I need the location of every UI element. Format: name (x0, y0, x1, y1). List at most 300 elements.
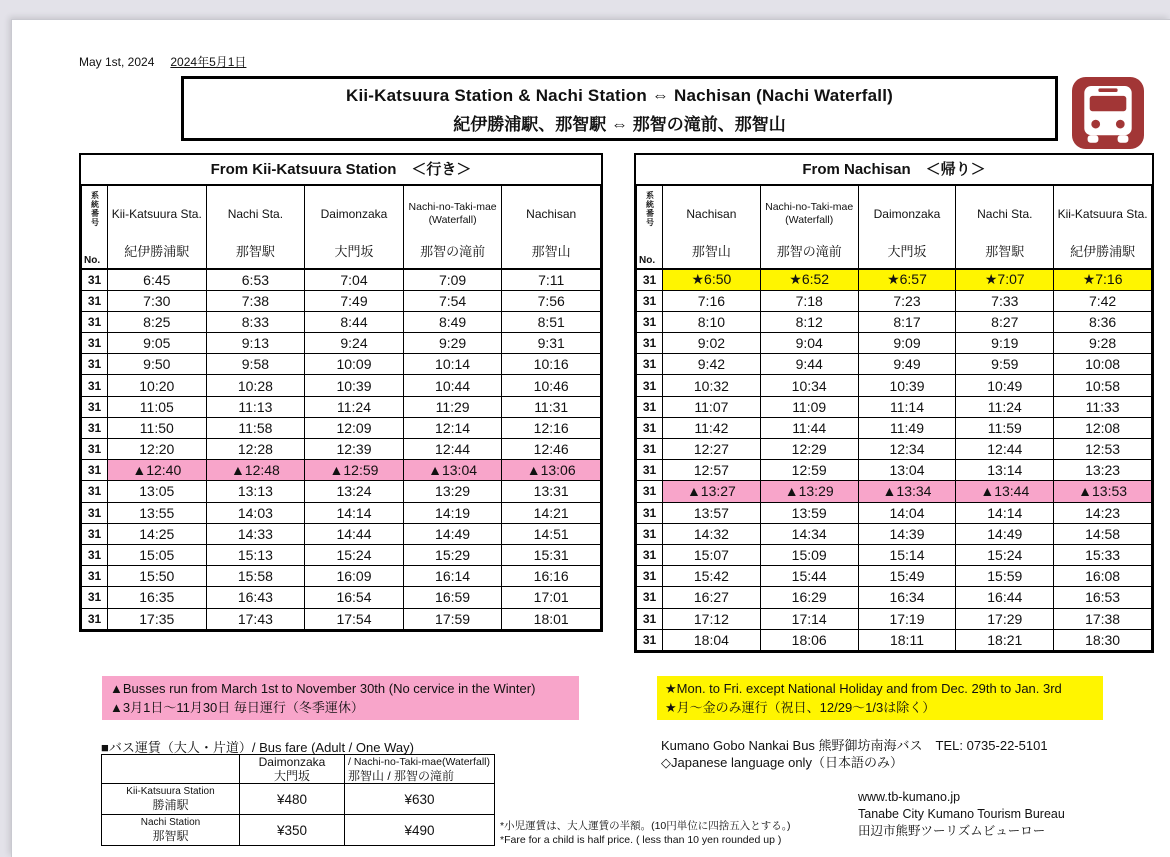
fare-table (101, 754, 495, 846)
time-cell: 8:49 (403, 311, 502, 332)
stop-header-nachisan: Nachisan 那智山 (502, 186, 601, 270)
route-number-cell: 31 (637, 269, 663, 290)
route-number-cell: 31 (82, 417, 108, 438)
time-cell: ▲13:27 (663, 481, 761, 502)
route-number-cell: 31 (82, 523, 108, 544)
time-cell: 9:05 (108, 333, 207, 354)
time-cell: 14:14 (956, 502, 1054, 523)
route-number-cell: 31 (637, 375, 663, 396)
time-cell: ★6:50 (663, 269, 761, 290)
route-number-cell: 31 (82, 354, 108, 375)
fare-value: ¥480 (240, 784, 345, 815)
time-cell: 17:01 (502, 587, 601, 608)
time-cell: 15:59 (956, 566, 1054, 587)
time-cell: 15:09 (760, 544, 858, 565)
timetable-row (82, 269, 601, 290)
time-cell: 16:08 (1054, 566, 1152, 587)
time-cell: 13:24 (305, 481, 404, 502)
time-cell: 8:33 (206, 311, 305, 332)
time-cell: ▲13:06 (502, 460, 601, 481)
time-cell: 13:13 (206, 481, 305, 502)
time-cell: 7:09 (403, 269, 502, 290)
time-cell: 17:12 (663, 608, 761, 629)
route-number-cell: 31 (637, 587, 663, 608)
route-number-cell: 31 (82, 481, 108, 502)
time-cell: 7:16 (663, 290, 761, 311)
time-cell: 12:16 (502, 417, 601, 438)
bureau-name-japanese: 田辺市熊野ツーリズムビューロー (858, 824, 1046, 838)
time-cell: ▲13:34 (858, 481, 956, 502)
bus-icon (1072, 77, 1144, 149)
time-cell: 7:54 (403, 290, 502, 311)
time-cell: 8:25 (108, 311, 207, 332)
time-cell: 13:04 (858, 460, 956, 481)
time-cell: 9:13 (206, 333, 305, 354)
timetable-row (82, 587, 601, 608)
website-url: www.tb-kumano.jp (858, 790, 961, 804)
time-cell: 14:25 (108, 523, 207, 544)
route-number-cell: 31 (637, 354, 663, 375)
time-cell: 16:44 (956, 587, 1054, 608)
route-number-cell: 31 (82, 375, 108, 396)
timetable-row (82, 417, 601, 438)
stop-header-nachi-sta: Nachi Sta. 那智駅 (206, 186, 305, 270)
fare-row-kii-katsuura (102, 784, 495, 815)
time-cell: 15:49 (858, 566, 956, 587)
time-cell: 14:34 (760, 523, 858, 544)
time-cell: 10:16 (502, 354, 601, 375)
fare-value: ¥350 (240, 815, 345, 846)
time-cell: 10:39 (858, 375, 956, 396)
fare-header-row (102, 755, 495, 784)
route-number-cell: 31 (82, 460, 108, 481)
time-cell: 18:04 (663, 629, 761, 650)
time-cell: 6:45 (108, 269, 207, 290)
fare-row-nachi-station (102, 815, 495, 846)
time-cell: 17:43 (206, 608, 305, 629)
time-cell: 9:49 (858, 354, 956, 375)
time-cell: 15:44 (760, 566, 858, 587)
time-cell: 9:31 (502, 333, 601, 354)
timetable-row (637, 311, 1152, 332)
time-cell: 7:11 (502, 269, 601, 290)
time-cell: 11:29 (403, 396, 502, 417)
operator-and-phone: Kumano Gobo Nankai Bus 熊野御坊南海バス TEL: 0735-22-5101 (661, 738, 1048, 753)
stop-header-daimonzaka: Daimonzaka 大門坂 (305, 186, 404, 270)
time-cell: 15:33 (1054, 544, 1152, 565)
timetable-row (637, 354, 1152, 375)
time-cell: 11:05 (108, 396, 207, 417)
time-cell: 10:49 (956, 375, 1054, 396)
timetable-row (637, 523, 1152, 544)
timetable-row (82, 608, 601, 629)
time-cell: 8:51 (502, 311, 601, 332)
time-cell: 18:30 (1054, 629, 1152, 650)
page-title-japanese: 紀伊勝浦駅、那智駅 ⇔ 那智の滝前、那智山 (453, 115, 786, 134)
route-number-cell: 31 (637, 608, 663, 629)
stop-header-nachisan: Nachisan 那智山 (663, 186, 761, 270)
route-number-header (637, 186, 663, 270)
bureau-name-english: Tanabe City Kumano Tourism Bureau (858, 807, 1065, 821)
timetable-row (82, 502, 601, 523)
time-cell: 15:42 (663, 566, 761, 587)
stop-header-kii-katsuura: Kii-Katsuura Sta. 紀伊勝浦駅 (108, 186, 207, 270)
language-note: ◇Japanese language only（日本語のみ） (661, 755, 903, 770)
time-cell: 15:31 (502, 544, 601, 565)
timetable-row (82, 311, 601, 332)
route-number-cell: 31 (82, 333, 108, 354)
date-japanese: 2024年5月1日 (170, 55, 247, 69)
time-cell: 17:35 (108, 608, 207, 629)
timetable-row (637, 439, 1152, 460)
time-cell: 15:24 (305, 544, 404, 565)
outbound-table-title: From Kii-Katsuura Station ＜行き＞ (81, 155, 601, 185)
timetable-row (82, 354, 601, 375)
time-cell: 11:07 (663, 396, 761, 417)
time-cell: 12:46 (502, 439, 601, 460)
fare-table-wrap (101, 754, 495, 846)
time-cell: 13:57 (663, 502, 761, 523)
fare-row-label: Kii-Katsuura Station 勝浦駅 (102, 784, 240, 815)
time-cell: ★6:57 (858, 269, 956, 290)
seasonal-note-japanese: ▲3月1日～11月30日 毎日運行（冬季運休） (110, 700, 364, 715)
child-fare-note (500, 819, 791, 847)
time-cell: 14:58 (1054, 523, 1152, 544)
child-fare-note-english: *Fare for a child is half price. ( less than 10 yen rounded up ) (500, 834, 782, 846)
time-cell: 8:36 (1054, 311, 1152, 332)
timetable-row (637, 544, 1152, 565)
fare-section-title: ■バス運賃（大人・片道）/ Bus fare (Adult / One Way) (101, 740, 414, 755)
time-cell: 16:35 (108, 587, 207, 608)
time-cell: ▲13:29 (760, 481, 858, 502)
time-cell: 14:51 (502, 523, 601, 544)
time-cell: 8:44 (305, 311, 404, 332)
timetable-row (637, 396, 1152, 417)
time-cell: 12:44 (403, 439, 502, 460)
time-cell: 16:14 (403, 566, 502, 587)
time-cell: 9:24 (305, 333, 404, 354)
weekday-note-english: ★Mon. to Fri. except National Holiday and from Dec. 29th to Jan. 3rd (665, 681, 1062, 696)
route-number-cell: 31 (637, 417, 663, 438)
time-cell: ★7:16 (1054, 269, 1152, 290)
time-cell: ▲12:40 (108, 460, 207, 481)
tourism-bureau-block (858, 789, 1065, 840)
time-cell: 7:30 (108, 290, 207, 311)
time-cell: 14:21 (502, 502, 601, 523)
timetable-row (637, 375, 1152, 396)
time-cell: 16:27 (663, 587, 761, 608)
timetable-row (637, 481, 1152, 502)
time-cell: 10:09 (305, 354, 404, 375)
timetable-row (637, 417, 1152, 438)
time-cell: ★6:52 (760, 269, 858, 290)
time-cell: 17:59 (403, 608, 502, 629)
time-cell: 13:59 (760, 502, 858, 523)
time-cell: 18:06 (760, 629, 858, 650)
route-number-cell: 31 (637, 290, 663, 311)
route-number-cell: 31 (82, 311, 108, 332)
date-line (79, 53, 246, 70)
inbound-table (636, 185, 1152, 651)
contact-block (661, 737, 1048, 771)
time-cell: ▲13:04 (403, 460, 502, 481)
route-number-cell: 31 (637, 439, 663, 460)
time-cell: 14:03 (206, 502, 305, 523)
fare-value: ¥630 (345, 784, 495, 815)
time-cell: 17:54 (305, 608, 404, 629)
time-cell: 10:39 (305, 375, 404, 396)
time-cell: 13:29 (403, 481, 502, 502)
time-cell: 15:07 (663, 544, 761, 565)
route-number-cell: 31 (637, 333, 663, 354)
timetable-row (82, 566, 601, 587)
timetable-row (82, 481, 601, 502)
timetable-row (637, 290, 1152, 311)
stop-header-taki-mae: Nachi-no-Taki-mae (Waterfall) 那智の滝前 (403, 186, 502, 270)
time-cell: 14:32 (663, 523, 761, 544)
time-cell: 14:49 (403, 523, 502, 544)
route-number-header-label: No. (84, 255, 101, 266)
time-cell: 10:46 (502, 375, 601, 396)
time-cell: ▲12:48 (206, 460, 305, 481)
route-number-cell: 31 (637, 523, 663, 544)
timetable-row (637, 608, 1152, 629)
timetable-row (637, 502, 1152, 523)
time-cell: 16:54 (305, 587, 404, 608)
time-cell: 11:13 (206, 396, 305, 417)
time-cell: 15:24 (956, 544, 1054, 565)
inbound-header-row (637, 186, 1152, 270)
page-title-english: Kii-Katsuura Station & Nachi Station ⇔ Nachisan (Nachi Waterfall) (345, 86, 893, 105)
time-cell: 9:42 (663, 354, 761, 375)
fare-header-blank (102, 755, 240, 784)
time-cell: 16:59 (403, 587, 502, 608)
time-cell: ★7:07 (956, 269, 1054, 290)
timetable-row (82, 460, 601, 481)
time-cell: 11:09 (760, 396, 858, 417)
stop-header-nachi-sta: Nachi Sta. 那智駅 (956, 186, 1054, 270)
time-cell: 10:28 (206, 375, 305, 396)
time-cell: 9:28 (1054, 333, 1152, 354)
time-cell: 11:50 (108, 417, 207, 438)
route-number-cell: 31 (637, 460, 663, 481)
time-cell: 16:29 (760, 587, 858, 608)
time-cell: 18:01 (502, 608, 601, 629)
timetable-row (637, 629, 1152, 650)
time-cell: 8:10 (663, 311, 761, 332)
time-cell: 10:14 (403, 354, 502, 375)
time-cell: 17:19 (858, 608, 956, 629)
time-cell: 18:21 (956, 629, 1054, 650)
time-cell: 15:14 (858, 544, 956, 565)
time-cell: 12:08 (1054, 417, 1152, 438)
seasonal-service-note (102, 676, 579, 720)
time-cell: 16:53 (1054, 587, 1152, 608)
time-cell: 9:59 (956, 354, 1054, 375)
time-cell: 9:19 (956, 333, 1054, 354)
route-number-cell: 31 (637, 311, 663, 332)
timetable-row (637, 460, 1152, 481)
outbound-table (81, 185, 601, 630)
time-cell: 7:38 (206, 290, 305, 311)
time-cell: 11:59 (956, 417, 1054, 438)
time-cell: ▲13:53 (1054, 481, 1152, 502)
time-cell: 12:20 (108, 439, 207, 460)
time-cell: 10:32 (663, 375, 761, 396)
time-cell: 7:04 (305, 269, 404, 290)
timetable-row (637, 566, 1152, 587)
time-cell: 13:14 (956, 460, 1054, 481)
route-number-header-label: No. (639, 255, 656, 266)
time-cell: 12:14 (403, 417, 502, 438)
route-number-cell: 31 (637, 544, 663, 565)
time-cell: 17:38 (1054, 608, 1152, 629)
time-cell: 12:28 (206, 439, 305, 460)
time-cell: 8:12 (760, 311, 858, 332)
time-cell: 14:39 (858, 523, 956, 544)
stop-header-kii-katsuura: Kii-Katsuura Sta. 紀伊勝浦駅 (1054, 186, 1152, 270)
time-cell: 11:44 (760, 417, 858, 438)
route-number-cell: 31 (82, 269, 108, 290)
time-cell: 12:59 (760, 460, 858, 481)
route-number-header-vertical: 系統番号 (90, 191, 100, 227)
time-cell: 11:49 (858, 417, 956, 438)
time-cell: 12:39 (305, 439, 404, 460)
time-cell: 16:34 (858, 587, 956, 608)
timetable-row (82, 523, 601, 544)
time-cell: 10:08 (1054, 354, 1152, 375)
inbound-timetable (634, 153, 1154, 653)
timetable-row (82, 290, 601, 311)
route-number-cell: 31 (637, 502, 663, 523)
route-number-cell: 31 (82, 439, 108, 460)
time-cell: 10:20 (108, 375, 207, 396)
time-cell: 15:05 (108, 544, 207, 565)
fare-row-label: Nachi Station 那智駅 (102, 815, 240, 846)
time-cell: 13:55 (108, 502, 207, 523)
time-cell: 15:13 (206, 544, 305, 565)
time-cell: 7:42 (1054, 290, 1152, 311)
route-number-cell: 31 (637, 481, 663, 502)
time-cell: 7:18 (760, 290, 858, 311)
timetable-row (82, 333, 601, 354)
time-cell: 12:34 (858, 439, 956, 460)
time-cell: 17:14 (760, 608, 858, 629)
route-number-cell: 31 (82, 587, 108, 608)
outbound-header-row (82, 186, 601, 270)
inbound-table-title: From Nachisan ＜帰り＞ (636, 155, 1152, 185)
time-cell: ▲13:44 (956, 481, 1054, 502)
time-cell: 11:42 (663, 417, 761, 438)
route-number-cell: 31 (82, 290, 108, 311)
route-number-cell: 31 (637, 566, 663, 587)
time-cell: 9:09 (858, 333, 956, 354)
time-cell: 8:17 (858, 311, 956, 332)
time-cell: 10:58 (1054, 375, 1152, 396)
outbound-timetable (79, 153, 603, 632)
route-number-cell: 31 (637, 396, 663, 417)
route-number-header-vertical: 系統番号 (645, 191, 655, 227)
timetable-row (82, 396, 601, 417)
route-number-cell: 31 (82, 566, 108, 587)
seasonal-note-english: ▲Busses run from March 1st to November 30th (No cervice in the Winter) (110, 681, 536, 696)
timetable-row (82, 544, 601, 565)
time-cell: 14:04 (858, 502, 956, 523)
time-cell: 15:58 (206, 566, 305, 587)
timetable-row (637, 587, 1152, 608)
fare-header-taki-mae: / Nachi-no-Taki-mae(Waterfall) 那智山 / 那智の滝前 (345, 755, 495, 784)
time-cell: 15:50 (108, 566, 207, 587)
time-cell: 10:44 (403, 375, 502, 396)
stop-header-daimonzaka: Daimonzaka 大門坂 (858, 186, 956, 270)
child-fare-note-japanese: *小児運賃は、大人運賃の半額。(10円単位に四捨五入とする。) (500, 820, 791, 832)
time-cell: 11:58 (206, 417, 305, 438)
route-number-cell: 31 (82, 608, 108, 629)
weekday-service-note (657, 676, 1103, 720)
time-cell: 8:27 (956, 311, 1054, 332)
time-cell: 12:44 (956, 439, 1054, 460)
time-cell: 7:23 (858, 290, 956, 311)
time-cell: 9:58 (206, 354, 305, 375)
time-cell: 14:44 (305, 523, 404, 544)
timetable-row (82, 439, 601, 460)
time-cell: 9:29 (403, 333, 502, 354)
time-cell: 9:50 (108, 354, 207, 375)
time-cell: 12:57 (663, 460, 761, 481)
time-cell: 12:27 (663, 439, 761, 460)
time-cell: 16:09 (305, 566, 404, 587)
document-page (11, 19, 1170, 857)
time-cell: 16:43 (206, 587, 305, 608)
route-number-cell: 31 (82, 544, 108, 565)
title-box (181, 76, 1058, 141)
time-cell: 7:33 (956, 290, 1054, 311)
time-cell: 15:29 (403, 544, 502, 565)
time-cell: 11:33 (1054, 396, 1152, 417)
time-cell: 14:14 (305, 502, 404, 523)
time-cell: 18:11 (858, 629, 956, 650)
time-cell: 9:02 (663, 333, 761, 354)
timetable-row (637, 333, 1152, 354)
time-cell: 13:31 (502, 481, 601, 502)
time-cell: 14:23 (1054, 502, 1152, 523)
time-cell: 6:53 (206, 269, 305, 290)
route-number-cell: 31 (82, 502, 108, 523)
timetable-row (637, 269, 1152, 290)
time-cell: 14:49 (956, 523, 1054, 544)
time-cell: 13:05 (108, 481, 207, 502)
time-cell: 7:56 (502, 290, 601, 311)
time-cell: 7:49 (305, 290, 404, 311)
time-cell: 12:09 (305, 417, 404, 438)
time-cell: 14:33 (206, 523, 305, 544)
time-cell: 16:16 (502, 566, 601, 587)
route-number-header (82, 186, 108, 270)
date-english: May 1st, 2024 (79, 55, 155, 69)
time-cell: 11:24 (305, 396, 404, 417)
time-cell: 17:29 (956, 608, 1054, 629)
time-cell: 9:44 (760, 354, 858, 375)
time-cell: 11:14 (858, 396, 956, 417)
timetable-row (82, 375, 601, 396)
time-cell: 14:19 (403, 502, 502, 523)
time-cell: 11:24 (956, 396, 1054, 417)
time-cell: 12:29 (760, 439, 858, 460)
route-number-cell: 31 (637, 629, 663, 650)
stop-header-taki-mae: Nachi-no-Taki-mae (Waterfall) 那智の滝前 (760, 186, 858, 270)
fare-header-daimonzaka: Daimonzaka 大門坂 (240, 755, 345, 784)
route-number-cell: 31 (82, 396, 108, 417)
